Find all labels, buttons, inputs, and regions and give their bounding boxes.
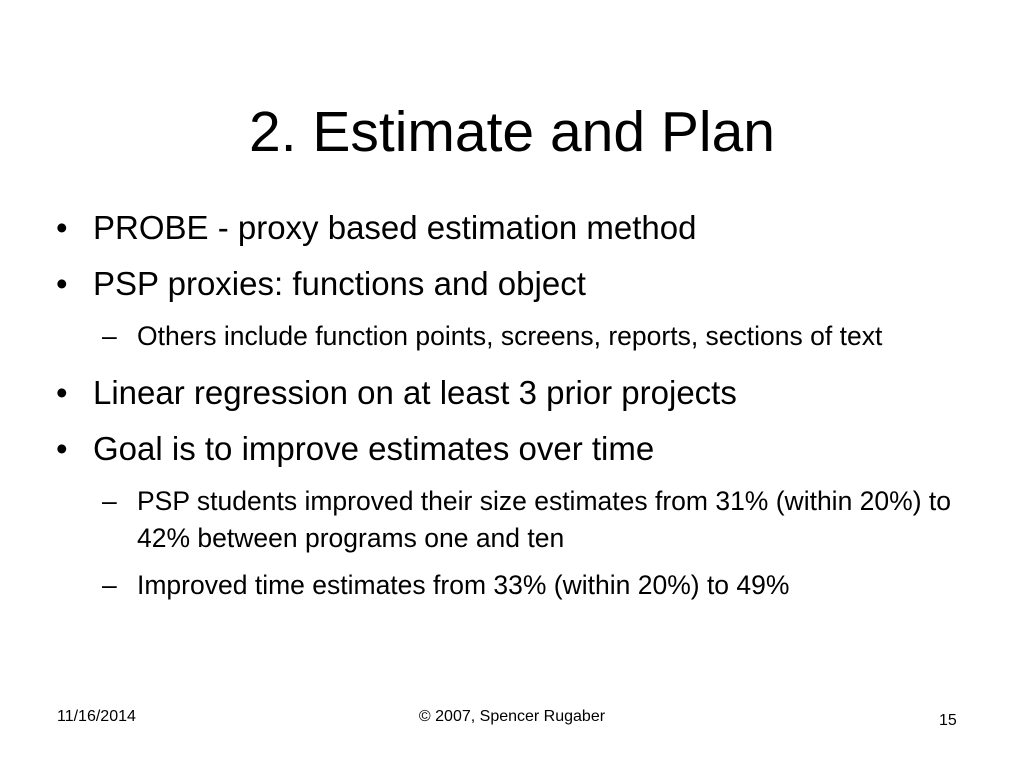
bullet-item — [56, 365, 986, 421]
sub-bullet-group — [56, 477, 986, 614]
bullet-text: Goal is to improve estimates over time — [93, 430, 655, 467]
bullet-icon: • — [56, 265, 68, 302]
slide-body — [56, 200, 986, 614]
dash-icon: – — [102, 570, 117, 600]
sub-bullet-item — [102, 318, 967, 355]
sub-bullet-text: Improved time estimates from 33% (within 20%) to 49% — [137, 570, 790, 600]
sub-bullet-group — [56, 312, 986, 365]
footer-date: 11/16/2014 — [57, 708, 136, 725]
bullet-item — [56, 256, 986, 312]
bullet-icon: • — [56, 374, 68, 411]
bullet-icon: • — [56, 430, 68, 467]
sub-bullet-item — [102, 567, 967, 604]
sub-bullet-text: PSP students improved their size estimates from 31% (within 20%) to 42% between programs one and ten — [137, 486, 951, 553]
dash-icon: – — [102, 321, 117, 351]
sub-bullet-text: Others include function points, screens, reports, sections of text — [137, 321, 883, 351]
bullet-icon: • — [56, 209, 68, 246]
bullet-text: PSP proxies: functions and object — [93, 265, 586, 302]
dash-icon: – — [102, 486, 117, 516]
bullet-item — [56, 421, 986, 477]
footer-copyright: © 2007, Spencer Rugaber — [418, 708, 606, 725]
bullet-text: PROBE - proxy based estimation method — [93, 209, 697, 246]
bullet-item — [56, 200, 986, 256]
bullet-text: Linear regression on at least 3 prior projects — [93, 374, 737, 411]
sub-bullet-item — [102, 483, 967, 557]
page-number: 15 — [939, 712, 957, 729]
slide-title: 2. Estimate and Plan — [249, 100, 775, 164]
